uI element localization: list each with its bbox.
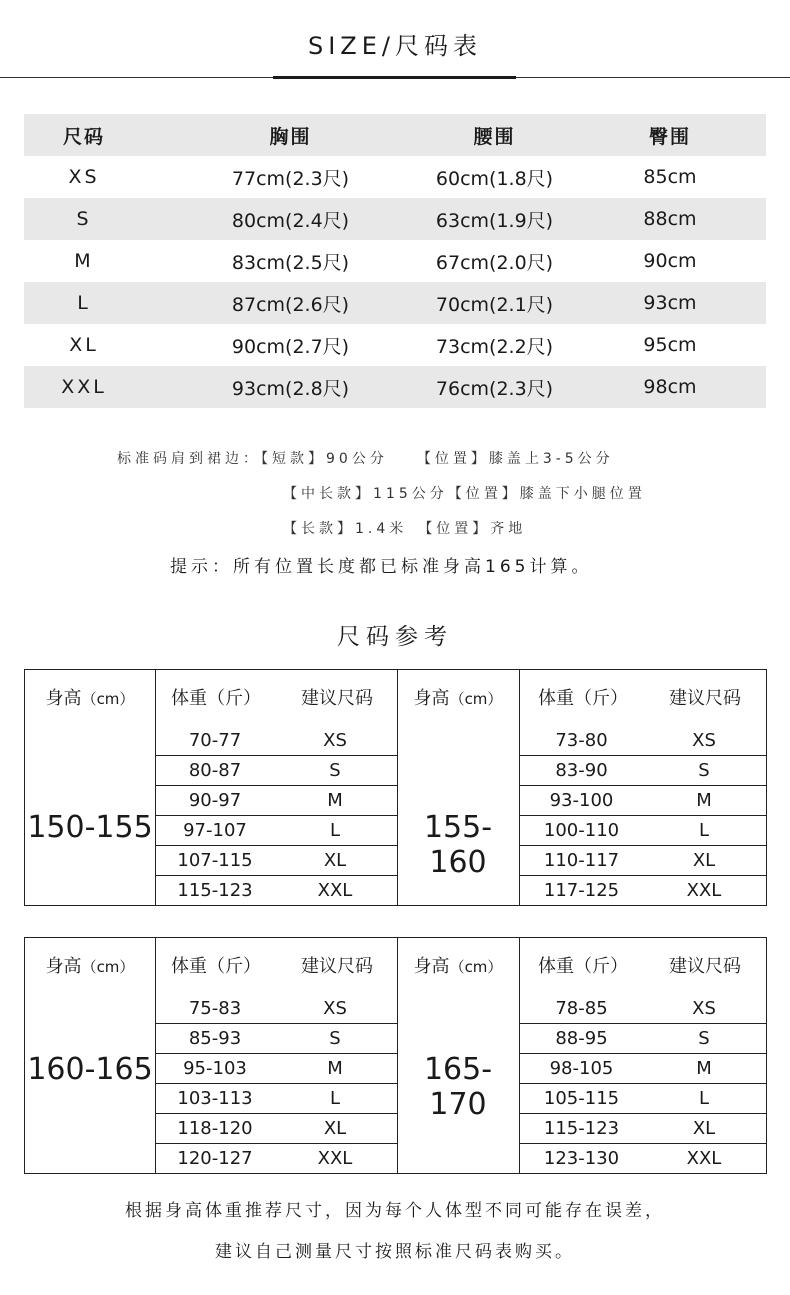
weight-cell: 75-83 xyxy=(188,998,242,1019)
size-table-header xyxy=(24,114,766,156)
column-header-waist: 腰围 xyxy=(473,125,516,148)
note-tip: 提示：所有位置长度都已标准身高165计算。 xyxy=(170,557,593,577)
size-cell: XS xyxy=(323,998,347,1019)
size-cell: S xyxy=(698,760,710,781)
size-cell: XXL xyxy=(61,376,107,398)
weight-cell: 93-100 xyxy=(549,790,614,811)
footer-note-2: 建议自己测量尺寸按照标准尺码表购买。 xyxy=(215,1242,575,1262)
header-height: 身高（cm） xyxy=(45,688,135,709)
table-row xyxy=(24,324,766,366)
hip-cell: 95cm xyxy=(643,334,697,356)
weight-cell: 105-115 xyxy=(543,1088,620,1109)
weight-cell: 115-123 xyxy=(177,880,253,901)
weight-cell: 80-87 xyxy=(188,760,242,781)
header-height: 身高（cm） xyxy=(45,956,135,977)
size-cell: L xyxy=(77,292,91,314)
size-cell: XXL xyxy=(686,880,722,901)
size-cell: XL xyxy=(323,850,347,871)
hip-cell: 90cm xyxy=(643,250,697,272)
size-cell: M xyxy=(696,1058,712,1079)
weight-cell: 115-123 xyxy=(543,1118,620,1139)
size-cell: S xyxy=(329,760,341,781)
weight-cell: 123-130 xyxy=(543,1148,620,1169)
size-cell: L xyxy=(329,1088,341,1109)
size-cell: S xyxy=(698,1028,710,1049)
bust-cell: 90cm(2.7尺) xyxy=(231,335,350,358)
weight-cell: 73-80 xyxy=(555,730,608,751)
header-height: 身高（cm） xyxy=(413,688,503,709)
bust-cell: 83cm(2.5尺) xyxy=(231,251,350,274)
weight-cell: 95-103 xyxy=(183,1058,247,1079)
bust-cell: 93cm(2.8尺) xyxy=(231,377,350,400)
reference-table-1 xyxy=(24,669,767,906)
weight-cell: 100-110 xyxy=(543,820,620,841)
note-long: 【长款】1.4米 【位置】齐地 xyxy=(283,521,527,537)
weight-cell: 110-117 xyxy=(543,850,620,871)
page-title: SIZE/尺码表 xyxy=(307,32,482,60)
header-weight: 体重（斤） xyxy=(171,956,261,977)
weight-cell: 85-93 xyxy=(188,1028,242,1049)
waist-cell: 63cm(1.9尺) xyxy=(435,209,554,232)
weight-cell: 78-85 xyxy=(555,998,608,1019)
header-weight: 体重（斤） xyxy=(538,688,628,709)
size-cell: XXL xyxy=(686,1148,722,1169)
size-cell: XS xyxy=(692,998,716,1019)
hip-cell: 85cm xyxy=(643,166,697,188)
header-size: 建议尺码 xyxy=(669,956,741,977)
size-cell: XS xyxy=(68,166,100,188)
weight-cell: 107-115 xyxy=(177,850,253,871)
size-cell: L xyxy=(698,1088,710,1109)
size-cell: M xyxy=(327,1058,343,1079)
size-cell: M xyxy=(696,790,712,811)
size-cell: XXL xyxy=(317,1148,353,1169)
column-header-bust: 胸围 xyxy=(269,125,312,148)
reference-title: 尺码参考 xyxy=(337,624,453,650)
footer-note-1: 根据身高体重推荐尺寸，因为每个人体型不同可能存在误差， xyxy=(125,1201,665,1221)
weight-cell: 83-90 xyxy=(555,760,608,781)
size-cell: XL xyxy=(692,1118,716,1139)
column-header-size: 尺码 xyxy=(62,125,105,148)
weight-cell: 98-105 xyxy=(549,1058,614,1079)
header-weight: 体重（斤） xyxy=(538,956,628,977)
header-size: 建议尺码 xyxy=(301,956,373,977)
weight-cell: 97-107 xyxy=(183,820,247,841)
waist-cell: 67cm(2.0尺) xyxy=(435,251,554,274)
header-size: 建议尺码 xyxy=(669,688,741,709)
size-cell: XS xyxy=(323,730,347,751)
height-range: 150-155 xyxy=(27,810,153,845)
table-row xyxy=(24,240,766,282)
bust-cell: 80cm(2.4尺) xyxy=(231,209,350,232)
size-cell: S xyxy=(76,208,92,230)
column-header-hip: 臀围 xyxy=(648,125,691,148)
bust-cell: 87cm(2.6尺) xyxy=(231,293,350,316)
table-row xyxy=(24,366,766,408)
hip-cell: 88cm xyxy=(643,208,697,230)
size-cell: XXL xyxy=(317,880,353,901)
size-cell: L xyxy=(698,820,710,841)
bust-cell: 77cm(2.3尺) xyxy=(231,167,350,190)
header-height: 身高（cm） xyxy=(413,956,503,977)
weight-cell: 118-120 xyxy=(177,1118,253,1139)
waist-cell: 70cm(2.1尺) xyxy=(435,293,554,316)
weight-cell: 70-77 xyxy=(188,730,242,751)
hip-cell: 98cm xyxy=(643,376,697,398)
hip-cell: 93cm xyxy=(643,292,697,314)
size-cell: XL xyxy=(69,334,99,356)
note-short: 标准码肩到裙边：【短款】90公分 【位置】膝盖上3-5公分 xyxy=(117,451,614,467)
table-row xyxy=(24,198,766,240)
weight-cell: 120-127 xyxy=(177,1148,253,1169)
size-cell: L xyxy=(329,820,341,841)
height-range: 160-165 xyxy=(27,1052,153,1087)
size-table xyxy=(24,114,766,408)
height-range: 155-160 xyxy=(423,810,493,880)
weight-cell: 88-95 xyxy=(555,1028,608,1049)
waist-cell: 76cm(2.3尺) xyxy=(435,377,554,400)
header-weight: 体重（斤） xyxy=(171,688,261,709)
waist-cell: 60cm(1.8尺) xyxy=(435,167,554,190)
size-cell: XL xyxy=(692,850,716,871)
header-size: 建议尺码 xyxy=(301,688,373,709)
size-cell: S xyxy=(329,1028,341,1049)
reference-table-2 xyxy=(24,937,767,1174)
title-underline xyxy=(273,76,516,79)
table-row xyxy=(24,156,766,198)
waist-cell: 73cm(2.2尺) xyxy=(435,335,554,358)
height-range: 165-170 xyxy=(423,1052,493,1122)
size-cell: M xyxy=(74,250,94,272)
table-row xyxy=(24,282,766,324)
weight-cell: 117-125 xyxy=(543,880,620,901)
size-cell: XL xyxy=(323,1118,347,1139)
size-cell: M xyxy=(327,790,343,811)
size-cell: XS xyxy=(692,730,716,751)
note-midi: 【中长款】115公分【位置】膝盖下小腿位置 xyxy=(283,486,646,502)
weight-cell: 90-97 xyxy=(188,790,242,811)
weight-cell: 103-113 xyxy=(177,1088,253,1109)
